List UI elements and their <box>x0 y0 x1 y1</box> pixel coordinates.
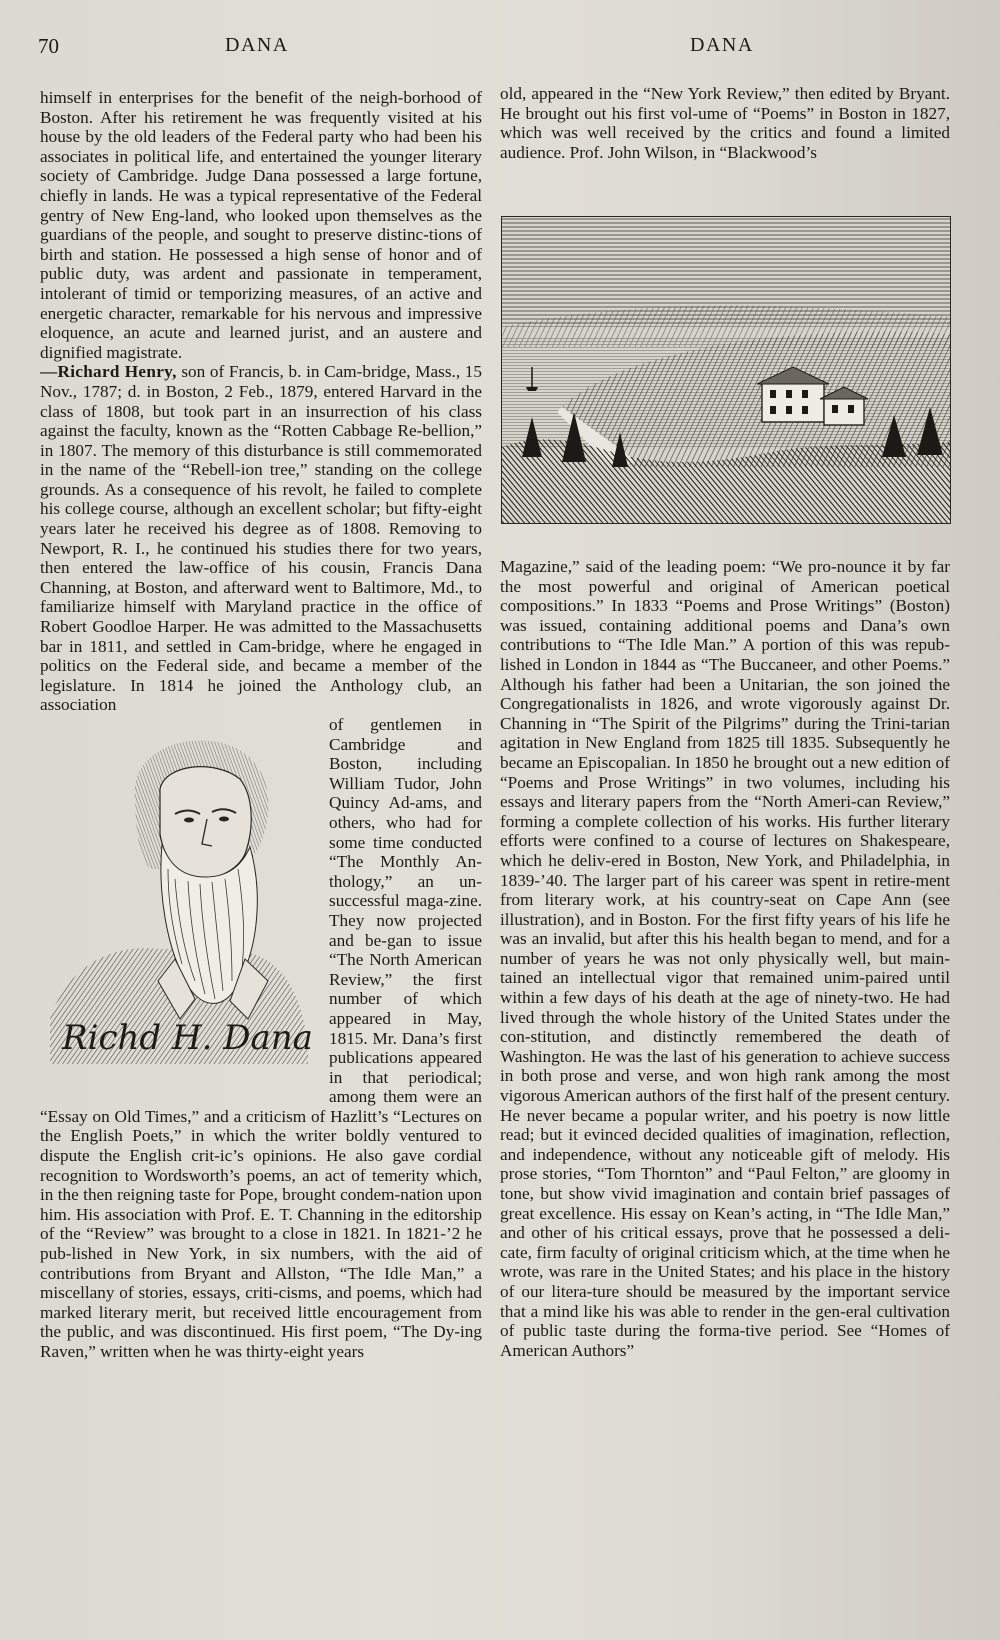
cape-ann-illustration <box>501 216 951 524</box>
left-column <box>40 88 482 1553</box>
left-paragraph-1: himself in enterprises for the benefit of the neigh-borhood of Boston. After his retirement he was frequently visited at his house by the old leaders of the Federal party who had been his associates in political life, and entertained the younger literary society of Cambridge. Judge Dana possessed a large fortune, chiefly in lands. He was a typical representative of the Federal gentry of New Eng-land, who looked upon themselves as the guardians of the people, and sought to preserve distinc-tions of birth and station. He possessed a high sense of honor and of public duty, was ardent and passionate in temperament, intolerant of timid or temporizing measures, of an active and energetic character, remarkable for his nervous and impressive eloquence, an acute and learned jurist, and an austere and dignified magistrate. <box>40 88 482 362</box>
right-bottom-text: Magazine,” said of the leading poem: “We pro-nounce it by far the most powerful and original of American poetical compositions.” In 1833 “Poems and Prose Writings” (Boston) was issued, containing additional poems and Dana’s own contributions to “The Idle Man.” A portion of this was repub-lished in London in 1844 as “The Buccaneer, and other Poems.” Although his father had been a Unitarian, the son joined the Congregationalists in 1826, and wrote vigorously against Dr. Channing in “The Spirit of the Pilgrims” during the Trini-tarian agitation in New England from 1825 till 1835. Subsequently he became an Episcopalian. In 1850 he brought out a new edition of “Poems and Prose Writings” in two volumes, including his essays and literary papers from the “North Ameri-can Review,” forming a complete collection of his works. His further literary efforts were confined to a course of lectures on Shakespeare, which he deliv-ered in Boston, New York, and Philadelphia, in 1839-’40. The larger part of his career was spent in retire-ment from literary work, at his country-seat on Cape Ann (see illustration), and in Boston. For the first fifty years of his life he was an invalid, but after this his health began to mend, and for a number of years he was not only physically well, but main-tained an intellectual vigor that remained unim-paired until within a few days of his death at the age of ninety-two. He had lived through the whole history of the United States under the con-stitution, and distinctly remembered the death of Washington. He was the last of his generation to achieve success in both prose and verse, and won high rank among the most vigorous American authors of the first half of the present century. He never became a popular writer, and his poetry is now little read; but it evinced decided qualities of imagination, reflection, and independence, without any noticeable gift of melody. His prose stories, “Tom Thornton” and “Paul Felton,” are gloomy in tone, but show vivid imagination and contain brief passages of great excellence. His essay on Kean’s acting, in “The Idle Man,” and other of his critical essays, prove that he possessed a deli-cate, firm faculty of original criticism which, at the time when he wrote, was rare in the United States; and his place in the history of our litera-ture should be measured by the important service that a mind like his was able to render in the gen-eral cultivation of public taste during the forma-tive period. See “Homes of American Authors” <box>500 557 950 1360</box>
page-number: 70 <box>38 34 59 58</box>
right-top-text: old, appeared in the “New York Review,” then edited by Bryant. He brought out his first vol-ume of “Poems” in Boston in 1827, which was well received by the critics and found a limited audience. Prof. John Wilson, in “Blackwood’s <box>500 84 950 162</box>
running-head-left: DANA <box>225 34 289 56</box>
left-paragraph-2 <box>40 362 482 715</box>
right-column-top <box>500 84 950 162</box>
signature: Richd H. Dana <box>62 1018 313 1058</box>
left-paragraph-3-text: of gentlemen in Cambridge and Boston, including William Tudor, John Quincy Ad-ams, and others, who had for some time conducted “The Monthly An-thology,” an un-successful maga-zine. They now projected and be-gan to issue “The North American Review,” the first number of which appeared in May, 1815. Mr. Dana’s first publications appeared in that periodical; among them were an “Essay on Old Times,” and a criticism of Hazlitt’s “Lectures on the English Poets,” in which the writer boldly ventured to dispute the English crit-ic’s opinions. He also gave cordial recognition to Wordsworth’s poems, an act of temerity which, in the then reigning taste for Pope, brought condem-nation upon him. His association with Prof. E. T. Channing in the editorship of the “Review” was brought to a close in 1821. In 1821-’2 he pub-lished in New York, in six numbers, with the aid of contributions from Bryant and Allston, “The Idle Man,” a miscellany of stories, essays, criti-cisms, and poems, which had marked literary merit, but received little encouragement from the public, and was discontinued. His first poem, “The Dy-ing Raven,” written when he was thirty-eight years <box>40 715 482 1361</box>
entry-text: son of Francis, b. in Cam-bridge, Mass., 15 Nov., 1787; d. in Boston, 2 Feb., 1879, entered Harvard in the class of 1808, but took part in an insurrection of his class against the faculty, known as the “Rotten Cabbage Re-bellion,” in 1807. The memory of this disturbance is still commemorated in the name of the “Rebell-ion tree,” standing on the college grounds. As a consequence of his revolt, he failed to complete his college course, although an excellent scholar; but fifty-eight years later he received his degree as of 1808. Removing to Newport, R. I., he continued his studies there for two years, then entered the law-office of his cousin, Francis Dana Channing, at Boston, and afterward went to Baltimore, Md., to familiarize himself with Maryland practice in the office of Robert Goodloe Harper. He was admitted to the Massachusetts bar in 1811, and settled in Cam-bridge, where he engaged in politics on the Federal side, and became a member of the legislature. In 1814 he joined the Anthology club, an association <box>40 362 482 715</box>
portrait-engraving <box>40 719 315 1104</box>
right-column-bottom <box>500 557 950 1552</box>
portrait-figure <box>40 719 315 1104</box>
running-head-right: DANA <box>690 34 754 56</box>
landscape-engraving <box>502 217 951 524</box>
entry-heading-richard-henry: —Richard Henry, <box>40 362 177 382</box>
left-paragraph-3 <box>40 715 482 1362</box>
